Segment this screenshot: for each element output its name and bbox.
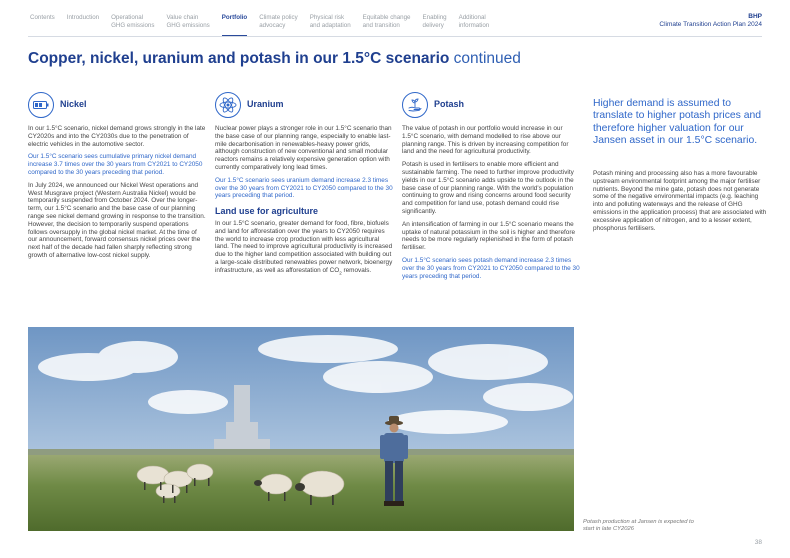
potash-heading: Potash — [434, 99, 465, 110]
potash-column — [402, 92, 580, 285]
photo-caption: Potash production at Jansen is expected to start in late CY2026 — [583, 519, 694, 532]
uranium-p1: Nuclear power plays a stronger role in our 1.5°C scenario than the base case of our planning range, especially to enable last-mile decarbonisation in renewables-heavy power grids, although construction of new conventional and small modular reactors remains a relatively expensive generation option with currently comparatively long lead times. — [215, 125, 392, 171]
page-title-text: Copper, nickel, uranium and potash in our 1.5°C scenario — [28, 50, 450, 67]
report-title: Climate Transition Action Plan 2024 — [659, 21, 762, 28]
nav-equitable-change[interactable]: Equitable change and transition — [362, 14, 411, 29]
nickel-p2: Our 1.5°C scenario sees cumulative primary nickel demand increase 3.7 times over the 30 years from CY2021 to CY2050 compared to the 30 years preceding that period. — [28, 153, 203, 176]
nav-climate-policy[interactable]: Climate policy advocacy — [259, 14, 298, 29]
brand-block — [659, 13, 762, 29]
pull-quote: Higher demand is assumed to translate to higher potash prices and therefore higher valuation for our Jansen asset in our 1.5°C scenario. — [593, 98, 762, 146]
potash-p4: Our 1.5°C scenario sees potash demand increase 2.3 times over the 30 years from CY2021 to CY2050 compared to the 30 years preceding that period. — [402, 256, 580, 280]
nav-additional-info[interactable]: Additional information — [458, 14, 490, 29]
nickel-p1: In our 1.5°C scenario, nickel demand grows strongly in the late CY2020s and into the CY2030s due to the penetration of electric vehicles in the automotive sector. — [28, 125, 206, 148]
potash-p1: The value of potash in our portfolio would increase in our 1.5°C scenario, with demand modelled to rise above our planning range. This is driven by increasing competition for land and the need for agricultural productivity. — [402, 125, 569, 156]
battery-icon — [28, 92, 54, 118]
nav-value-chain-ghg[interactable]: Value chain GHG emissions — [166, 14, 210, 29]
nickel-p3: In July 2024, we announced our Nickel West operations and West Musgrave project (Western Australia Nickel) would be temporarily suspended from October 2024. Over the longer-term, our 1.5°C scenario and the base case of our planning range see nickel demand growing in response to the transition. However, the decision to temporarily suspend operations follows oversupply in the global nickel market. At the time of our announcement, forward consensus nickel prices over the next half of the decade had fallen sharply reflecting strong growth of alternative low-cost nickel supply. — [28, 181, 206, 259]
page-number: 38 — [754, 539, 762, 546]
page-title-suffix: continued — [453, 50, 521, 67]
atom-icon — [215, 92, 241, 118]
sidebar-body: Potash mining and processing also has a more favourable upstream environmental footprint among the major fertiliser nutrients. Beyond the mine gate, potash does not generate some of the negative environmental impacts (e.g. leaching into and polluting waterways and the release of GHG emissions in the application process) that are associated with excessive application of nitrogen, and to a lesser extent, phosphorus fertilisers. — [593, 170, 767, 232]
land-use-heading: Land use for agriculture — [215, 206, 319, 217]
nav-contents[interactable]: Contents — [30, 14, 55, 21]
nav-enabling-delivery[interactable]: Enabling delivery — [422, 14, 447, 29]
nickel-column — [28, 92, 206, 265]
nav-physical-risk[interactable]: Physical risk and adaptation — [309, 14, 351, 29]
header-divider — [28, 36, 762, 37]
page-title — [28, 50, 521, 68]
nav-introduction[interactable]: Introduction — [66, 14, 100, 21]
land-use-p1: In our 1.5°C scenario, greater demand for food, fibre, biofuels and land for afforestation over the years to CY2050 requires the world to increase crop production with less agricultural land. The need to improve agricultural productivity is increased due to the higher land competition associated with building out a large-scale distributed renewables power network, bioenergy infrastructure, as well as afforestation of $CO_2$ removals. — [215, 219, 393, 276]
nickel-heading: Nickel — [60, 99, 87, 110]
nav-portfolio[interactable]: Portfolio — [222, 14, 247, 36]
uranium-heading: Uranium — [247, 99, 284, 110]
section-nav — [30, 14, 760, 36]
hand-plant-icon — [402, 92, 428, 118]
potash-p2: Potash is used in fertilisers to enable more efficient and sustainable farming. The need to further improve productivity yields in our 1.5°C scenario adds upside to the outlook in the base case of our planning range. With the world's population continuing to grow and rising concerns around food security and competition for land use, potash demand could rise significantly. — [402, 161, 574, 215]
potash-p3: An intensification of farming in our 1.5°C scenario means the uptake of natural potassium in the soil is higher and therefore needs to be more regularly replenished in the form of potash fertiliser. — [402, 220, 576, 252]
uranium-column — [215, 92, 393, 282]
company-name: BHP — [748, 13, 762, 20]
uranium-p2: Our 1.5°C scenario sees uranium demand increase 2.3 times over the 30 years from CY2021 to CY2050 compared to the 30 years preceding that period. — [215, 176, 393, 200]
farm-photo — [28, 327, 574, 531]
nav-operational-ghg[interactable]: Operational GHG emissions — [111, 14, 155, 29]
